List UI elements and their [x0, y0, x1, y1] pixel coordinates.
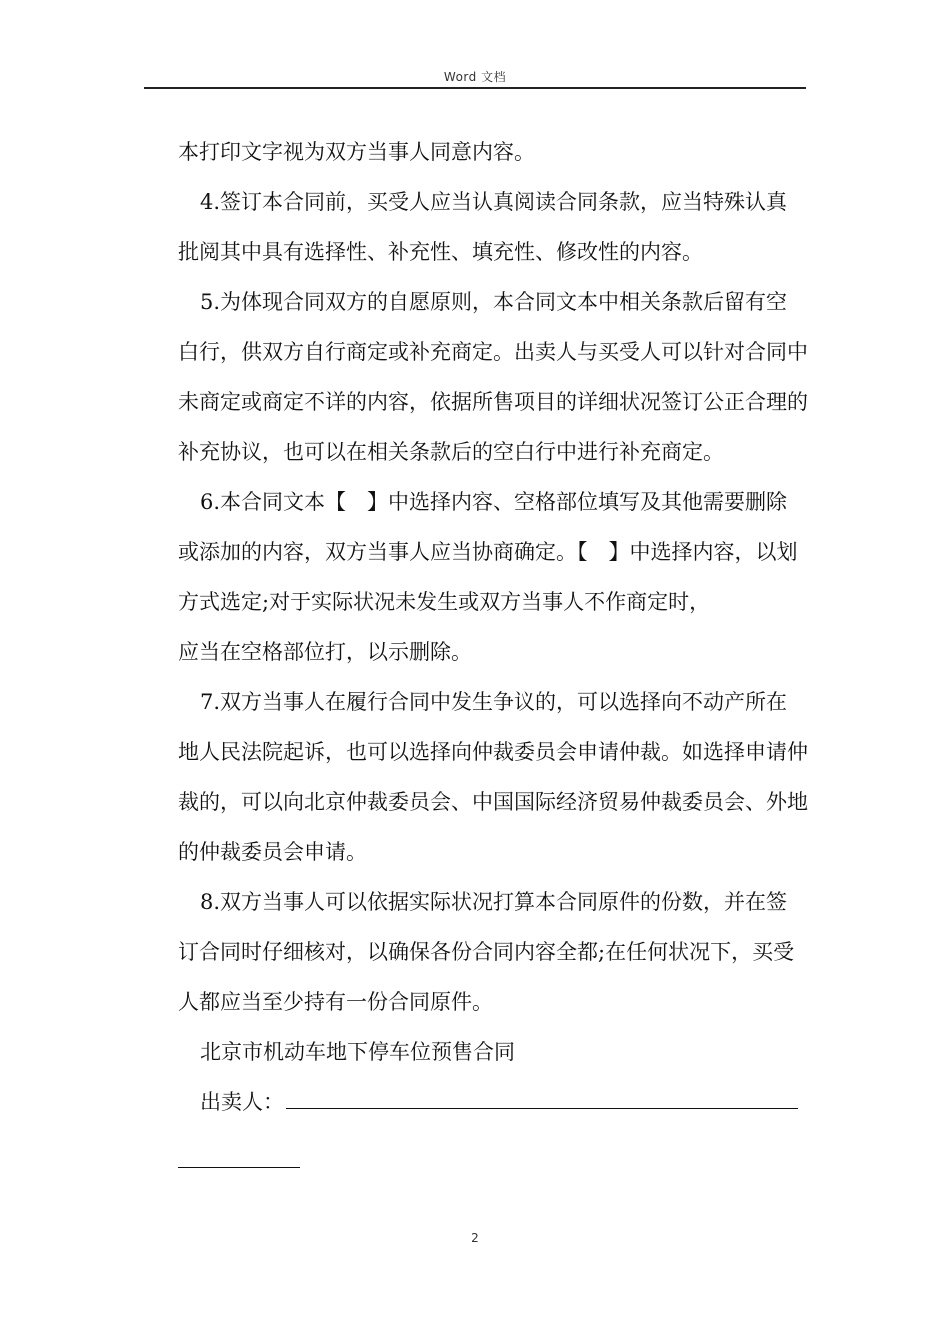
seller-blank-field[interactable]: [286, 1088, 798, 1109]
paragraph-item-6-continued: 应当在空格部位打，以示删除。: [178, 640, 472, 664]
paragraph-item-6: 6.本合同文本【 】中选择内容、空格部位填写及其他需要删除或添加的内容，双方当事人应当协商确定。【 】中选择内容，以划方式选定;对于实际状况未发生或双方当事人不作商定时，: [178, 490, 798, 614]
paragraph-item-4: 4.签订本合同前，买受人应当认真阅读合同条款，应当特殊认真批阅其中具有选择性、补充性、填充性、修改性的内容。: [178, 190, 788, 264]
document-body: [178, 127, 808, 1168]
seller-blank-field-continued[interactable]: [178, 1127, 300, 1168]
paragraph-continuation: 本打印文字视为双方当事人同意内容。: [178, 140, 535, 164]
page-header: Word 文档: [443, 70, 507, 84]
paragraph-item-8: 8.双方当事人可以依据实际状况打算本合同原件的份数，并在签订合同时仔细核对，以确保各份合同内容全都;在任何状况下，买受人都应当至少持有一份合同原件。: [178, 890, 795, 1014]
contract-title: 北京市机动车地下停车位预售合同: [200, 1040, 515, 1064]
page-number: 2: [471, 1231, 479, 1245]
seller-line: [178, 1077, 808, 1127]
paragraph-item-5: 5.为体现合同双方的自愿原则，本合同文本中相关条款后留有空白行，供双方自行商定或补充商定。出卖人与买受人可以针对合同中未商定或商定不详的内容，依据所售项目的详细状况签订公正合理的补充协议，也可以在相关条款后的空白行中进行补充商定。: [178, 290, 808, 464]
paragraph-item-7: 7.双方当事人在履行合同中发生争议的，可以选择向不动产所在地人民法院起诉，也可以选择向仲裁委员会申请仲裁。如选择申请仲裁的，可以向北京仲裁委员会、中国国际经济贸易仲裁委员会、外地的仲裁委员会申请。: [178, 690, 808, 864]
seller-label: 出卖人：: [200, 1090, 284, 1114]
header-divider: [144, 87, 806, 89]
